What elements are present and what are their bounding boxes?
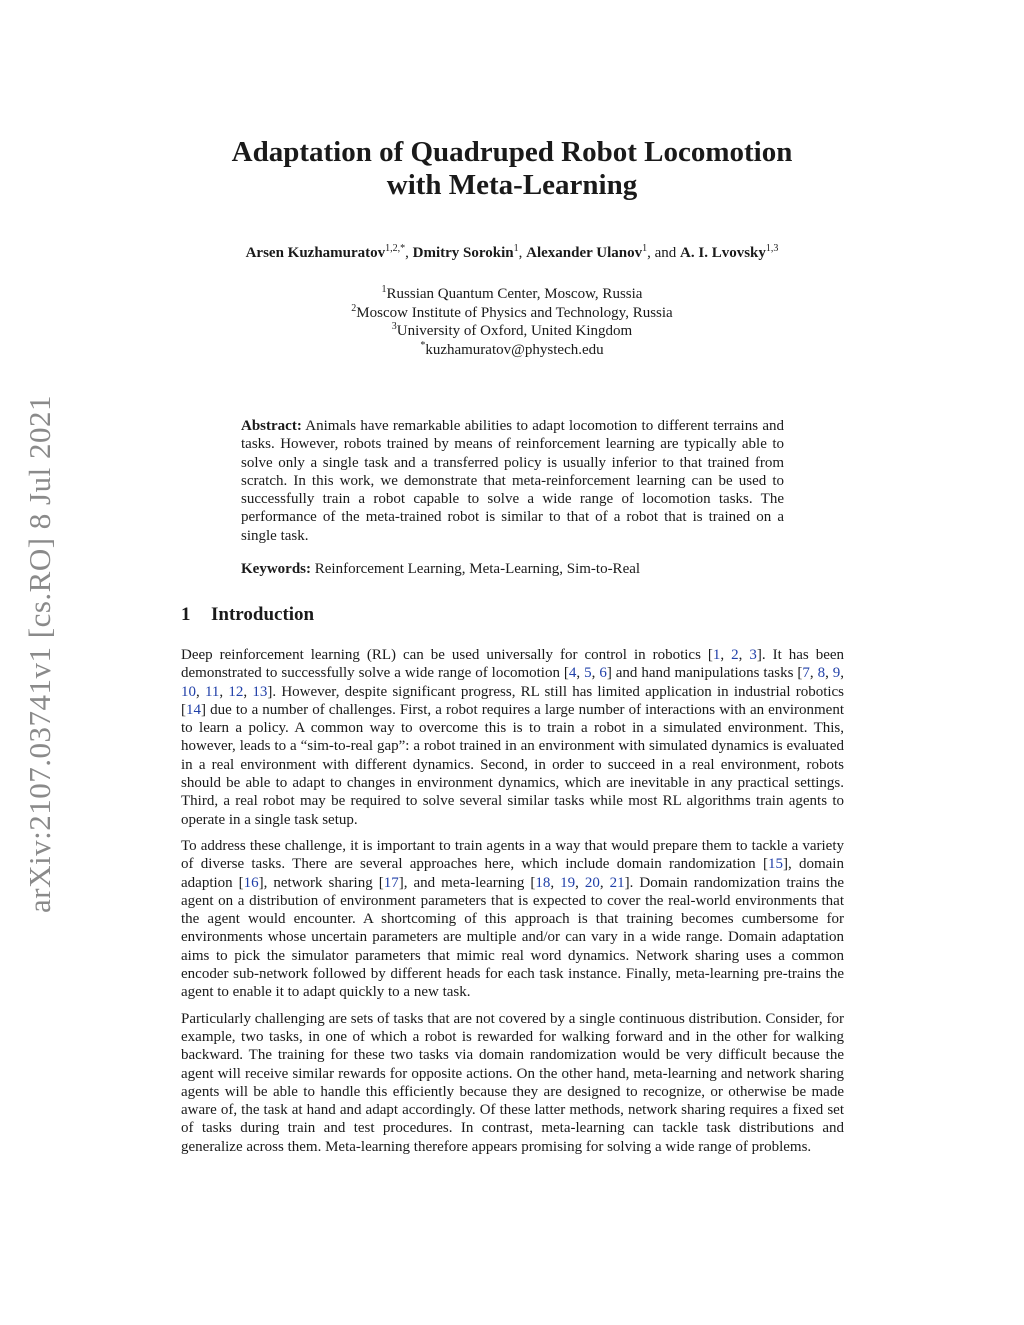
citation-link[interactable]: 17 [383, 874, 399, 891]
keywords-text: Reinforcement Learning, Meta-Learning, Sim-to-Real [314, 561, 641, 577]
paragraph [181, 646, 844, 829]
text-run: ], domain adaption [ [181, 856, 844, 891]
section-title: Introduction [211, 604, 315, 625]
text-run: ]. Domain randomization trains the agent on a distribution of environment parameters that is expected to cover the real-world environments that the agent would encounter. A shortcoming of this approach is that training becomes cumbersome for environments whose uncertain parameters are multiple and/or can vary in a wide range. Domain adaptation aims to pick the simulator parameters that mimic real word dynamics. Network sharing uses a common encoder sub-network followed by different heads for each task instance. Finally, meta-learning pre-trains the agent to enable it to adapt quickly to a new task. [181, 874, 844, 1001]
affiliation-text: University of Oxford, United Kingdom [396, 323, 633, 339]
citation-link[interactable]: 10 [181, 683, 196, 700]
email-link[interactable]: kuzhamuratov@phystech.edu [425, 341, 604, 358]
text-run: , [576, 665, 585, 682]
citation-link[interactable]: 9 [832, 665, 841, 682]
paragraph: Particularly challenging are sets of tasks that are not covered by a single continuous distribution. Consider, for example, two tasks, in one of which a robot is rewarded for walking forward and in the other for walking backward. The training for these two tasks via domain randomization would be very difficult because the agent will receive similar rewards for opposite actions. On the other hand, meta-learning and network sharing agents will be able to handle this efficiently because they are designed to recognize, or otherwise be made aware of, the task at hand and adapt accordingly. Of these latter methods, network sharing requires a fixed set of tasks during train and test procedures. In contrast, meta-learning can tackle task distributions and generalize across them. Meta-learning therefore appears promising for solving a wide range of problems. [181, 1010, 844, 1155]
citation-link[interactable]: 4 [568, 665, 577, 682]
text-run: , [219, 683, 229, 700]
citation-link[interactable]: 7 [802, 665, 810, 682]
body-text [181, 646, 844, 1164]
affiliation-marker: 3 [391, 321, 397, 332]
abstract-text: Animals have remarkable abilities to adapt locomotion to different terrains and tasks. However, robots trained by means of reinforcement learning are typically able to solve only a single task and a transferred policy is usually inferior to that trained from scratch. In this work, we demonstrate that meta-reinforcement learning can be used to successfully train a robot capable to solve a wide range of locomotion tasks. The performance of the meta-trained robot is similar to that of a robot that is trained on a single task. [241, 418, 784, 544]
citation-link[interactable]: 19 [560, 874, 576, 891]
author-name: A. I. Lvovsky [680, 245, 766, 261]
citation-link[interactable]: 2 [731, 647, 739, 663]
citation-link[interactable]: 8 [817, 665, 826, 682]
author-conjunction: and [654, 245, 677, 261]
author-affil-marker: 1,3 [765, 243, 779, 254]
affiliations [0, 281, 1024, 358]
citation-link[interactable]: 1 [712, 647, 721, 663]
text-run: , [825, 665, 833, 682]
author-list: Arsen Kuzhamuratov$^{1,2,*}$, Dmitry Sorokin$^1$, Alexander Ulanov$^1$, and A. I. Lvovsky$^{1,3}$ [245, 243, 779, 261]
arxiv-stamp [10, 376, 70, 932]
text-run: ] due to a number of challenges. First, a robot requires a large number of interactions with an environment to learn a policy. A common way to overcome this is to train a robot in a simulated environment. This, however, leads to a “sim-to-real gap”: a robot trained in an environment with simulated dynamics is evaluated in a real environment with different dynamics. Second, in order to succeed in a real environment, robots should be able to adapt to changes in environment dynamics, which are inevitable in any practical settings. Third, a real robot may be required to solve several similar tasks while most RL algorithms train agents to operate in a single task setup. [181, 701, 844, 828]
affiliation-text: Russian Quantum Center, Moscow, Russia [386, 286, 643, 302]
text-run: , [196, 683, 205, 700]
text-run: ], network sharing [ [258, 874, 384, 891]
text-run: , [720, 647, 732, 663]
text-run: , [809, 665, 818, 682]
text-run: , [575, 874, 585, 891]
text-run: Deep reinforcement learning (RL) can be used universally for control in robotics [ [181, 647, 713, 663]
citation-link[interactable]: 16 [243, 874, 259, 891]
author-name: Alexander Ulanov [526, 245, 643, 261]
paper-title [0, 136, 1024, 202]
title-line-2: with Meta-Learning [386, 169, 638, 201]
keywords-label: Keywords: [241, 561, 311, 577]
citation-link[interactable]: 13 [252, 683, 268, 700]
abstract [241, 417, 784, 545]
keywords [241, 561, 784, 578]
section-number: 1 [181, 604, 191, 625]
arxiv-stamp-text: arXiv:2107.03741v1 [cs.RO] 8 Jul 2021 [22, 395, 57, 913]
author-name: Dmitry Sorokin [412, 245, 514, 261]
affiliation-marker: * [420, 339, 426, 351]
citation-link[interactable]: 3 [749, 647, 757, 663]
text-run: ]. However, despite significant progress, RL still has limited application in industrial robotics [ [181, 683, 845, 718]
affiliation-marker: 1 [381, 284, 387, 295]
text-run: ], and meta-learning [ [398, 874, 536, 891]
text-run: , [550, 874, 561, 891]
affiliation-line [0, 281, 1024, 300]
citation-link[interactable]: 21 [609, 874, 625, 891]
text-run: ] and hand manipulations tasks [ [606, 665, 803, 682]
text-run: , [243, 683, 253, 700]
citation-link[interactable]: 6 [599, 665, 607, 682]
text-run: To address these challenge, it is important to train agents in a way that would prepare them to tackle a variety of diverse tasks. There are several approaches here, which include domain randomization [ [181, 837, 844, 873]
citation-link[interactable]: 20 [584, 874, 600, 891]
abstract-label: Abstract: [241, 418, 302, 434]
author-name: Arsen Kuzhamuratov [245, 245, 386, 261]
citation-link[interactable]: 12 [228, 683, 244, 700]
affiliation-line [0, 300, 1024, 319]
paragraph [181, 837, 844, 1002]
affiliation-marker: 2 [351, 302, 357, 314]
author-affil-marker: 1 [642, 243, 648, 254]
author-affil-marker: 1 [513, 243, 519, 254]
citation-link[interactable]: 5 [584, 665, 592, 682]
citation-link[interactable]: 15 [767, 856, 783, 873]
affiliation-text: Moscow Institute of Physics and Technology, Russia [356, 304, 673, 321]
citation-link[interactable]: 14 [186, 701, 201, 718]
text-run: , [599, 874, 610, 891]
title-line-1: Adaptation of Quadruped Robot Locomotion [231, 136, 793, 168]
citation-link[interactable]: 11 [204, 683, 220, 700]
affiliation-line [0, 318, 1024, 337]
affiliation-line [0, 337, 1024, 356]
text-run: ]. It has been demonstrated to successfully solve a wide range of locomotion [ [181, 647, 845, 682]
author-affil-marker: 1,2,* [385, 243, 406, 254]
text-run: , [840, 665, 845, 682]
citation-link[interactable]: 18 [535, 874, 551, 891]
text-run: , [591, 665, 600, 682]
text-run: , [738, 647, 750, 663]
section-heading [181, 604, 314, 626]
